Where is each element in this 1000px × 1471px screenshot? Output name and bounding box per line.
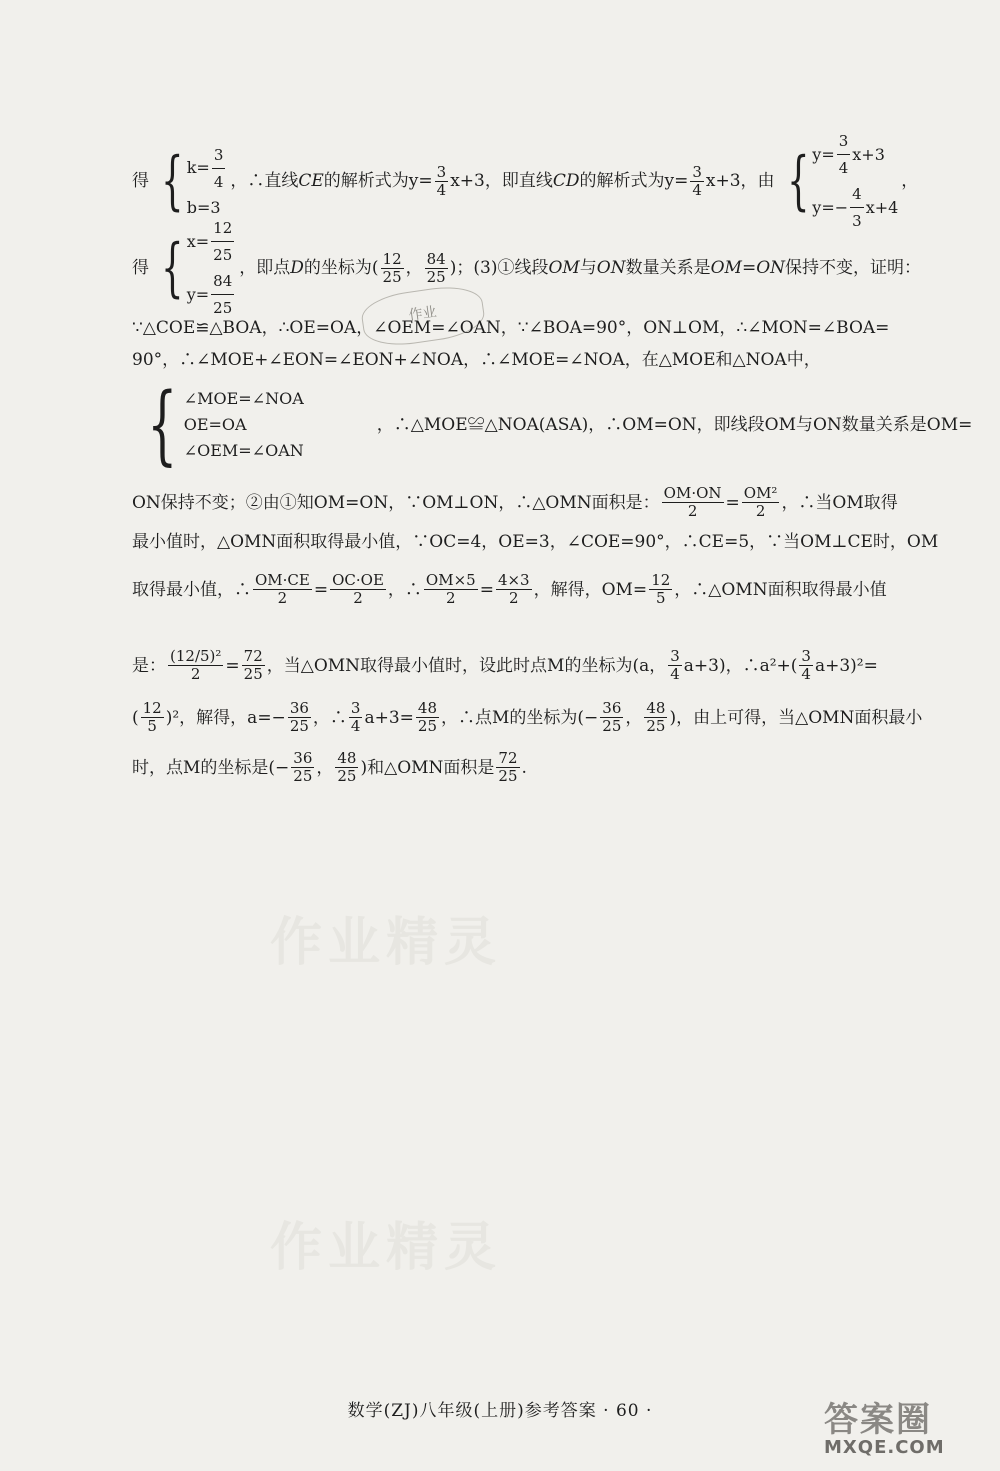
text: 的解析式为 (579, 171, 665, 191)
text: b=3 (186, 197, 221, 217)
frac-num: 36 (289, 699, 309, 717)
var: D (290, 258, 304, 278)
answer-line-2 (132, 215, 956, 321)
answer-line-10 (132, 700, 956, 735)
frac-den: 2 (687, 502, 698, 520)
text: ， (316, 757, 334, 778)
frac-den: 25 (646, 717, 666, 735)
frac-num: 3 (837, 128, 851, 155)
text: x= (186, 231, 210, 251)
frac-num: 48 (337, 749, 357, 767)
text: 90°，∴∠MOE+∠EON=∠EON+∠NOA，∴∠MOE=∠NOA，在△MOE和△NOA中， (132, 350, 821, 370)
text: 得 (132, 258, 149, 278)
text: ∠OEM=∠OAN (183, 441, 304, 460)
text: 的解析式为 (323, 171, 409, 191)
frac-num: 3 (670, 647, 680, 665)
text: y= (812, 144, 835, 164)
text: )，由上可得，当△OMN面积最小 (669, 707, 923, 728)
text: 与 (579, 258, 597, 278)
frac-den: 4 (670, 665, 680, 683)
frac-num: 12 (382, 249, 402, 268)
frac-num: 84 (426, 249, 446, 268)
frac-den: 25 (213, 246, 233, 264)
text: k= (186, 158, 210, 177)
text: ， (625, 707, 643, 728)
answer-line-4 (132, 348, 956, 372)
frac-den: 2 (755, 502, 766, 520)
text: )；(3)①线段 (449, 258, 549, 278)
answer-line-9 (132, 648, 956, 683)
text: ，∴△OMN面积取得最小值 (674, 579, 887, 600)
page-footer: 数学(ZJ)八年级(上册)参考答案 · 60 · (347, 1401, 653, 1421)
frac-den: 2 (353, 589, 363, 607)
text: OE=OA (183, 415, 247, 434)
frac-den: 2 (190, 665, 201, 683)
text: )²，解得，a=− (165, 707, 286, 728)
text: = (725, 492, 740, 513)
text: y= (664, 171, 689, 191)
text: = (479, 579, 494, 600)
frac-den: 25 (426, 267, 446, 286)
frac-den: 25 (498, 767, 518, 785)
equation-system-kb (152, 142, 227, 221)
frac-den: 3 (852, 212, 862, 230)
frac-num: 3 (212, 142, 226, 169)
frac-den: 2 (446, 589, 456, 607)
text: x+3，由 (705, 171, 775, 191)
frac-den: 4 (350, 717, 361, 735)
text: ( (132, 707, 139, 728)
text: ，解得，OM= (533, 579, 648, 600)
answer-line-5 (132, 375, 973, 475)
text: a+3)²= (814, 655, 878, 676)
watermark-bottom: 作业精灵 (270, 1218, 503, 1278)
frac-den: 4 (801, 665, 811, 683)
frac-den: 25 (382, 267, 402, 286)
brace: { (161, 144, 184, 218)
text: ， (405, 258, 423, 278)
brace: { (147, 375, 178, 475)
frac-den: 2 (277, 589, 288, 607)
frac-den: 25 (213, 299, 233, 317)
brace: { (161, 231, 184, 305)
equation-system-congruence (135, 375, 304, 475)
frac-num: 3 (436, 162, 447, 181)
text: 时，点M的坐标是(− (132, 757, 290, 778)
frac-num: OM·CE (255, 571, 310, 589)
text: ∵△COE≌△BOA，∴OE=OA，∠OEM=∠OAN，∵∠BOA=90°，ON⊥OM，∴∠MON=∠BOA= (132, 318, 890, 338)
frac-den: 25 (417, 717, 437, 735)
text: x+3 (852, 144, 885, 164)
frac-num: 48 (417, 699, 437, 717)
frac-den: 25 (243, 665, 263, 683)
watermark-stamp: 作业 (359, 282, 487, 350)
text: ，即点 (239, 258, 291, 278)
frac-num: 12 (651, 571, 671, 589)
frac-num: 84 (211, 268, 234, 295)
frac-den: 25 (289, 717, 309, 735)
text: = (313, 579, 329, 600)
text: ，当△OMN取得最小值时，设此时点M的坐标为(a， (266, 655, 667, 676)
frac-den: 4 (436, 180, 447, 199)
text: y=− (812, 197, 849, 217)
text: . (521, 757, 527, 778)
frac-num: 3 (692, 162, 702, 181)
text: ， (901, 171, 919, 191)
text: 得 (132, 171, 149, 191)
text: 数量关系是 (625, 258, 711, 278)
frac-num: 36 (602, 699, 622, 717)
frac-num: 4 (850, 181, 864, 208)
frac-num: 12 (142, 699, 162, 717)
frac-den: 25 (337, 767, 357, 785)
text: a+3)，∴a²+( (683, 655, 798, 676)
frac-num: OM·ON (663, 484, 722, 502)
text: y= (408, 171, 433, 191)
watermark-top: 作业精灵 (270, 913, 503, 973)
text: 最小值时，△OMN面积取得最小值，∵OC=4，OE=3，∠COE=90°，∴CE=5，∵当OM⊥CE时，OM (132, 532, 939, 552)
frac-num: 72 (243, 647, 263, 665)
frac-den: 4 (838, 159, 849, 177)
frac-num: OM×5 (425, 571, 476, 589)
frac-num: (12/5)² (170, 647, 222, 665)
text: 是： (132, 655, 166, 676)
frac-den: 4 (692, 180, 702, 199)
text: ，∴ (312, 707, 347, 728)
answer-line-8 (132, 572, 956, 607)
text: ∠MOE=∠NOA (183, 389, 304, 408)
answer-line-6 (132, 485, 956, 520)
text: ，∴ (387, 579, 422, 600)
text: ，∴当OM取得 (781, 492, 898, 513)
frac-den: 2 (508, 589, 519, 607)
text: x+4 (865, 197, 899, 217)
answer-line-11 (132, 750, 956, 785)
brace: { (786, 144, 810, 218)
text: ，∴点M的坐标为(− (441, 707, 599, 728)
text: 保持不变，证明： (785, 258, 922, 278)
text: a+3= (364, 707, 414, 728)
frac-num: 3 (350, 699, 361, 717)
frac-num: 72 (498, 749, 518, 767)
answer-line-3 (132, 316, 956, 340)
frac-num: 12 (211, 215, 234, 242)
text: ON保持不变；②由①知OM=ON，∵OM⊥ON，∴△OMN面积是： (132, 492, 660, 513)
logo-url: MXQE.COM (824, 1437, 945, 1458)
var: OM=ON (710, 258, 786, 278)
text: ，∴△MOE≌△NOA(ASA)，∴OM=ON，即线段OM与ON数量关系是OM= (376, 415, 973, 435)
frac-den: 5 (147, 717, 157, 735)
text: ，∴直线 (230, 171, 299, 191)
site-logo (824, 1392, 984, 1464)
frac-den: 5 (655, 589, 666, 607)
logo-text: 答案圈 (824, 1400, 932, 1440)
frac-den: 25 (293, 767, 313, 785)
frac-num: OM² (743, 484, 778, 502)
frac-num: 4×3 (497, 571, 530, 589)
frac-num: 48 (646, 699, 666, 717)
text: x+3，即直线 (450, 171, 553, 191)
text: 的坐标为( (303, 258, 379, 278)
frac-num: OC·OE (332, 571, 384, 589)
frac-den: 4 (213, 172, 224, 191)
answer-line-7 (132, 530, 956, 554)
text: y= (186, 284, 210, 304)
frac-num: 3 (801, 647, 811, 665)
var: CE (298, 171, 324, 191)
text: = (225, 655, 240, 676)
frac-den: 25 (602, 717, 622, 735)
var: CD (552, 171, 580, 191)
frac-num: 36 (293, 749, 313, 767)
text: 取得最小值，∴ (132, 579, 251, 600)
equation-system-xy (152, 215, 236, 321)
var: ON (596, 258, 626, 278)
var: OM (548, 258, 580, 278)
text: )和△OMN面积是 (360, 757, 495, 778)
